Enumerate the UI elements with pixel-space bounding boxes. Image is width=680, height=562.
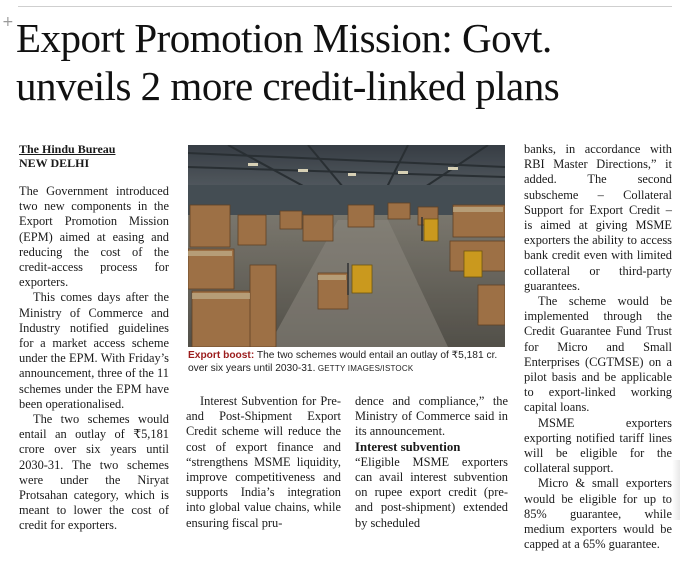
paragraph: Micro & small exporters would be eligible for up to 85% guarantee, while medium exporters would be capped at a 65% guarantee. — [524, 476, 672, 552]
photo-credit: GETTY IMAGES/ISTOCK — [315, 364, 414, 373]
caption-text: The two schemes would entail an outlay of ₹5,181 cr. over six years until 2030-31. — [188, 350, 498, 374]
paragraph-continued: banks, in accordance with RBI Master Directions,” it added. The second subscheme – Collateral Support for Export Credit – is aimed at giving MSME exporters the ability to access bank credit even with limited collateral or third-party guarantees. — [524, 142, 672, 293]
photo-caption — [188, 349, 510, 375]
byline: The Hindu Bureau — [19, 142, 116, 156]
paragraph: “Eligible MSME exporters can avail interest subvention on rupee export credit (pre- and post-shipment) extended by scheduled — [355, 454, 508, 530]
column-4 — [524, 142, 672, 552]
paragraph: Interest Subvention for Pre- and Post-Shipment Export Credit scheme will reduce the cost of export finance and “strengthens MSME liquidity, improve competitiveness and supports India’s integration into global value chains, while ensuring fiscal pru- — [186, 394, 341, 530]
dateline: NEW DELHI — [19, 156, 90, 170]
paragraph-continued: dence and compliance,” the Ministry of Commerce said in its announcement. — [355, 394, 508, 439]
column-2 — [186, 394, 341, 531]
column-3 — [355, 394, 508, 531]
column-1 — [19, 142, 169, 534]
paragraph: The Government introduced two new components in the Export Promotion Mission (EPM) aimed at easing and reducing the cost of the credit-access process for exporters. — [19, 184, 169, 290]
paragraph: The scheme would be implemented through the Credit Guarantee Fund Trust for Micro and Small Enterprises (CGTMSE) on a pilot basis and be applicable to export-linked working capital loans. — [524, 294, 672, 415]
paragraph: MSME exporters exporting notified tariff lines will be eligible for the collateral support. — [524, 415, 672, 476]
page-edge-shadow — [672, 460, 680, 520]
subhead: Interest subvention — [355, 439, 461, 454]
plus-icon: + — [2, 14, 14, 30]
warehouse-image — [188, 145, 505, 347]
headline: Export Promotion Mission: Govt. unveils 2 more credit-linked plans — [16, 15, 560, 109]
warehouse-photo — [188, 145, 505, 347]
paragraph: The two schemes would entail an outlay of ₹5,181 crore over six years until 2030-31. The two schemes were under the Niryat Protsahan category, which is meant to lower the cost of credit for exporters. — [19, 412, 169, 533]
paragraph: This comes days after the Ministry of Commerce and Industry notified guidelines for a market access scheme under the EPM. With Friday’s announcement, three of the 11 schemes under the EPM have been operationalised. — [19, 290, 169, 411]
caption-lead: Export boost: — [188, 350, 255, 361]
top-rule — [18, 6, 672, 7]
